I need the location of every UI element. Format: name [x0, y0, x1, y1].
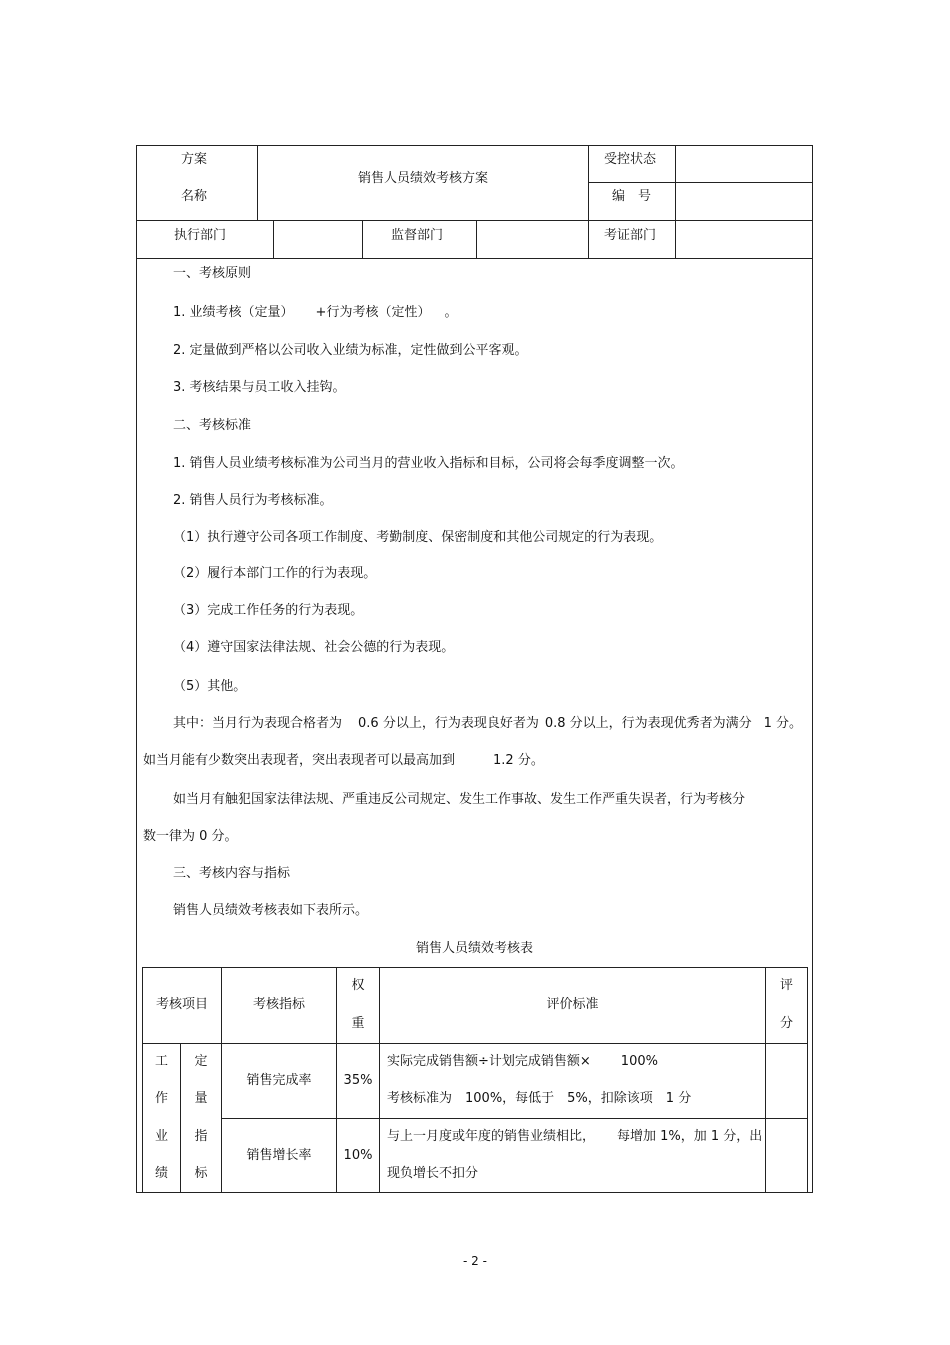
col-weight-header: 重 [351, 1016, 365, 1031]
group-label-char: 标 [194, 1166, 208, 1181]
paragraph-part: 0.6 分以上，行为表现良好者为 [358, 716, 539, 731]
criteria-line: 考核标准为 100%，每低于 5%，扣除该项 1 分 [387, 1091, 692, 1106]
col-score-header: 分 [779, 1016, 793, 1031]
exec-dept-label: 执行部门 [174, 228, 227, 243]
principle-item-part: +行为考核（定性） [315, 305, 431, 320]
principle-item-part: 。 [444, 305, 458, 320]
supervise-dept-label: 监督部门 [391, 228, 444, 243]
paragraph-line [173, 716, 802, 732]
table-caption: 销售人员绩效考核表 [415, 941, 533, 956]
paragraph-part: 0.8 分以上，行为表现优秀者为满分 [544, 716, 752, 731]
criteria-part: 与上一月度或年度的销售业绩相比， [387, 1129, 596, 1144]
group-label-char: 量 [194, 1091, 208, 1106]
plan-title: 销售人员绩效考核方案 [357, 171, 488, 186]
paragraph-line: 如当月有触犯国家法律法规、严重违反公司规定、发生工作事故、发生工作严重失误者，行为考核分 [173, 792, 746, 807]
header-line [136, 220, 813, 221]
criteria-line: 现负增长不扣分 [387, 1166, 479, 1181]
col-indicator-header: 考核指标 [252, 997, 305, 1012]
standard-sub-item: （2）履行本部门工作的行为表现。 [173, 566, 377, 581]
table-border [807, 967, 808, 1193]
table-border [221, 1118, 807, 1119]
paragraph-part: 1 分。 [763, 716, 803, 731]
group-label-char: 作 [154, 1091, 168, 1106]
group-label-char: 指 [194, 1129, 208, 1144]
standard-sub-item: （4）遵守国家法律法规、社会公德的行为表现。 [173, 640, 455, 655]
plan-label: 方案 [181, 152, 208, 167]
group-label-char: 业 [154, 1129, 168, 1144]
principle-item-part: 1. 业绩考核（定量） [173, 305, 294, 320]
number-label: 编 号 [612, 189, 652, 204]
indicator-cell: 销售完成率 [246, 1073, 312, 1088]
weight-cell: 10% [343, 1148, 373, 1163]
indicator-cell: 销售增长率 [246, 1148, 312, 1163]
paragraph-part: 其中：当月行为表现合格者为 [173, 716, 343, 731]
principle-item: 2. 定量做到严格以公司收入业绩为标准，定性做到公平客观。 [173, 343, 528, 358]
verify-dept-label: 考证部门 [604, 228, 657, 243]
header-line [136, 258, 813, 259]
paragraph-part: 1.2 分。 [493, 753, 544, 768]
standard-sub-item: （1）执行遵守公司各项工作制度、考勤制度、保密制度和其他公司规定的行为表现。 [173, 530, 663, 545]
col-score-header: 评 [779, 978, 793, 993]
paragraph-part: 如当月能有少数突出表现者，突出表现者可以最高加到 [143, 753, 456, 768]
criteria-line [387, 1054, 658, 1070]
group-label-char: 定 [194, 1054, 208, 1069]
standard-item: 2. 销售人员行为考核标准。 [173, 493, 333, 508]
controlled-status-label: 受控状态 [604, 152, 657, 167]
table-border [765, 967, 766, 1193]
principle-item: 3. 考核结果与员工收入挂钩。 [173, 380, 346, 395]
paragraph-line: 数一律为 0 分。 [143, 829, 238, 844]
section-heading: 一、考核原则 [173, 266, 252, 281]
weight-cell: 35% [343, 1073, 373, 1088]
table-border [142, 967, 807, 968]
criteria-part: 实际完成销售额÷计划完成销售额× [387, 1054, 591, 1069]
header-divider [273, 220, 274, 259]
table-border [142, 1043, 807, 1044]
header-divider [588, 145, 589, 259]
group-label-char: 工 [154, 1054, 168, 1069]
document-frame [136, 145, 813, 1193]
standard-item: 1. 销售人员业绩考核标准为公司当月的营业收入指标和目标，公司将会每季度调整一次。 [173, 456, 684, 471]
paragraph-line [143, 753, 544, 769]
page-number: - 2 - [463, 1254, 487, 1268]
table-intro: 销售人员绩效考核表如下表所示。 [173, 903, 369, 918]
col-item-header: 考核项目 [155, 997, 208, 1012]
col-weight-header: 权 [351, 978, 365, 993]
section-heading: 二、考核标准 [173, 418, 252, 433]
header-divider [362, 220, 363, 259]
header-divider [476, 220, 477, 259]
criteria-line [387, 1129, 762, 1145]
section-heading: 三、考核内容与指标 [173, 866, 291, 881]
standard-sub-item: （3）完成工作任务的行为表现。 [173, 603, 364, 618]
standard-sub-item: （5）其他。 [173, 679, 247, 694]
header-divider [675, 145, 676, 259]
criteria-part: 100% [620, 1054, 658, 1069]
col-criteria-header: 评价标准 [546, 997, 599, 1012]
plan-label: 名称 [181, 189, 208, 204]
principle-item [173, 305, 457, 321]
group-label-char: 绩 [154, 1166, 168, 1181]
header-line [588, 182, 813, 183]
criteria-part: 每增加 1%，加 1 分，出 [617, 1129, 763, 1144]
